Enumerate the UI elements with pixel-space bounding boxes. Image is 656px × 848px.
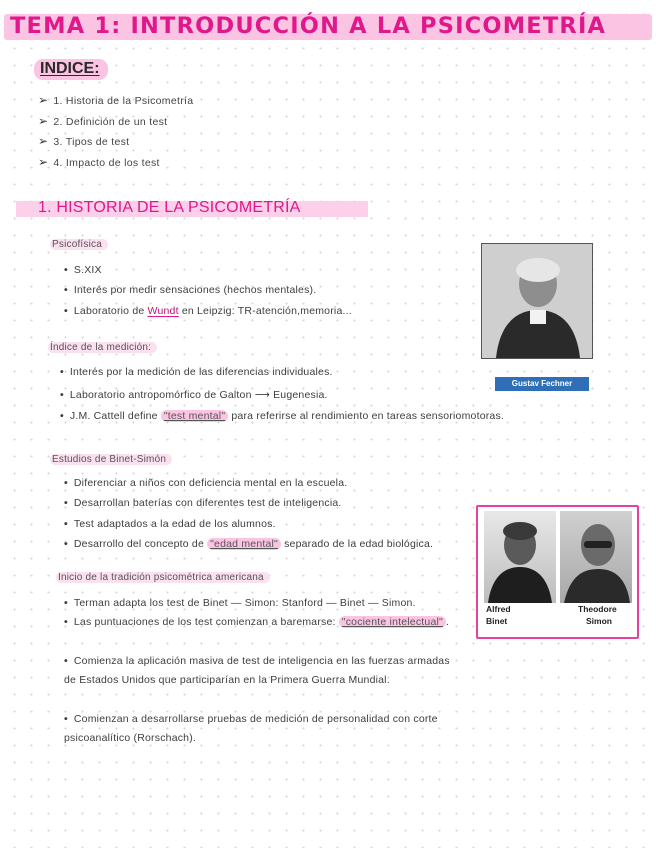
arrow-icon: ➢ (38, 114, 49, 128)
cociente-intelectual-highlight: "cociente intelectual" (339, 616, 446, 628)
bullet: • Interés por la medición de las diferencias individuales. (60, 366, 333, 378)
fechner-photo (481, 243, 593, 359)
toc-label: 4. Impacto de los test (53, 157, 160, 169)
section-title: 1. HISTORIA DE LA PSICOMETRÍA (38, 199, 301, 216)
subheading-tradicion: Inicio de la tradición psicométrica americana (56, 572, 270, 583)
bullet: • Diferenciar a niños con deficiencia mental en la escuela. (64, 477, 348, 489)
portrait-icon (560, 511, 632, 603)
arrow-icon: ➢ (38, 93, 49, 107)
bullet: • Desarrollo del concepto de "edad mental" separado de la edad biológica. (64, 538, 434, 550)
paragraph: • Comienza la aplicación masiva de test de inteligencia en las fuerzas armadas de Estados Unidos que participarían en la Primera Guerra Mundial. (64, 655, 450, 686)
portrait-icon (484, 511, 556, 603)
test-mental-highlight: "test mental" (161, 410, 228, 422)
toc-label: 1. Historia de la Psicometría (53, 95, 194, 107)
index-heading: INDICE: (34, 59, 108, 80)
toc-item-1[interactable] (38, 93, 193, 107)
fechner-caption: Gustav Fechner (495, 377, 589, 391)
toc-item-2[interactable] (38, 114, 167, 128)
bullet: • Laboratorio antropomórfico de Galton ⟶ Eugenesia. (60, 389, 328, 401)
toc-item-4[interactable] (38, 155, 160, 169)
bullet: • Interés por medir sensaciones (hechos mentales). (64, 284, 317, 296)
bullet: • Las puntuaciones de los test comienzan a baremarse: "cociente intelectual" . (64, 616, 450, 628)
bullet: • Test adaptados a la edad de los alumnos. (64, 518, 276, 530)
wundt-highlight: Wundt (147, 305, 179, 317)
bullet: • S.XIX (64, 264, 102, 276)
subheading-psicofisica: Psicofísica (50, 239, 108, 250)
binet-simon-photo (476, 505, 639, 639)
subheading-indice-medicion: Índice de la medición: (48, 342, 157, 353)
simon-caption: Theodore Simon (578, 604, 617, 626)
bullet: • J.M. Cattell define "test mental" para referirse al rendimiento en tareas sensoriomotoras. (60, 410, 505, 422)
subheading-binet-simon: Estudios de Binet-Simón (50, 454, 172, 465)
bullet: • Laboratorio de Wundt en Leipzig: TR-atención,memoria... (64, 305, 352, 317)
binet-portrait (484, 511, 556, 603)
arrow-icon: ➢ (38, 155, 49, 169)
simon-portrait (560, 511, 632, 603)
toc-label: 3. Tipos de test (53, 136, 130, 148)
edad-mental-highlight: "edad mental" (207, 538, 281, 550)
bullet: • Terman adapta los test de Binet — Simon: Stanford — Binet — Simon. (64, 597, 416, 609)
page-title: TEMA 1: INTRODUCCIÓN A LA PSICOMETRÍA (10, 13, 607, 39)
arrow-icon: ➢ (38, 134, 49, 148)
binet-caption: Alfred Binet (486, 604, 511, 626)
toc-item-3[interactable] (38, 134, 129, 148)
bullet: • Desarrollan baterías con diferentes test de inteligencia. (64, 497, 342, 509)
toc-label: 2. Definición de un test (53, 116, 168, 128)
portrait-icon (482, 244, 592, 358)
paragraph: • Comienzan a desarrollarse pruebas de medición de personalidad con corte psicoanalítico (Rorschach). (64, 713, 438, 744)
